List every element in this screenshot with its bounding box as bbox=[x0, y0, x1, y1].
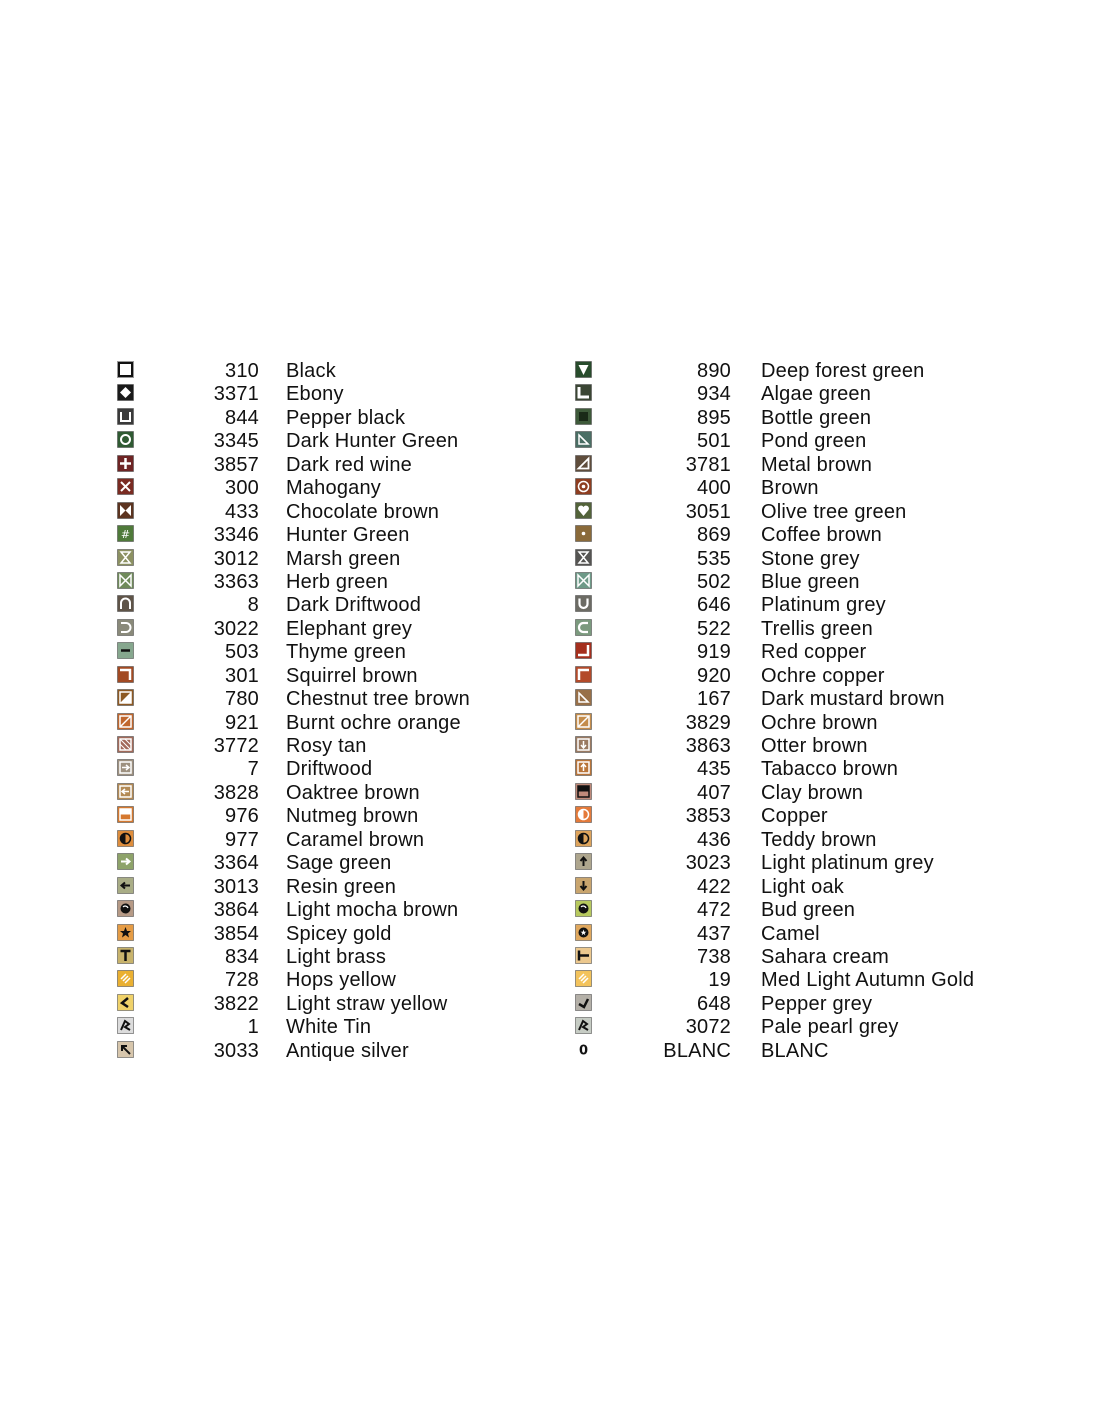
color-name: Pond green bbox=[761, 430, 867, 453]
legend-row bbox=[575, 992, 1015, 1015]
legend-row bbox=[117, 359, 557, 382]
color-code: 3363 bbox=[213, 570, 259, 593]
legend-row bbox=[117, 757, 557, 780]
arrow-up-left-icon bbox=[117, 1041, 134, 1058]
minus-icon bbox=[117, 642, 134, 659]
legend-row bbox=[117, 406, 557, 429]
arrow-down-icon bbox=[575, 877, 592, 894]
arrow-down-box-icon bbox=[575, 736, 592, 753]
color-code: 3012 bbox=[213, 547, 259, 570]
color-code: 7 bbox=[247, 758, 259, 781]
legend-row bbox=[575, 382, 1015, 405]
color-name: Metal brown bbox=[761, 453, 873, 476]
color-code: 535 bbox=[697, 547, 731, 570]
color-name: Sahara cream bbox=[761, 945, 890, 968]
color-name: Hops yellow bbox=[286, 969, 397, 992]
legend-row bbox=[117, 547, 557, 570]
color-code: 436 bbox=[697, 828, 731, 851]
legend-row bbox=[117, 664, 557, 687]
color-name: Dark Hunter Green bbox=[286, 430, 459, 453]
legend-row bbox=[117, 382, 557, 405]
legend-row bbox=[117, 945, 557, 968]
legend-row bbox=[117, 711, 557, 734]
legend-row bbox=[575, 757, 1015, 780]
color-code: 437 bbox=[697, 922, 731, 945]
color-code: 3863 bbox=[685, 735, 731, 757]
legend-row bbox=[575, 640, 1015, 663]
legend-row bbox=[575, 476, 1015, 499]
color-code: 3857 bbox=[213, 453, 259, 476]
color-name: Olive tree green bbox=[761, 500, 907, 523]
color-code: 3781 bbox=[685, 453, 731, 476]
color-name: Light brass bbox=[286, 945, 387, 968]
color-code: 3371 bbox=[213, 383, 259, 406]
color-code: 19 bbox=[708, 969, 731, 992]
color-name: Chocolate brown bbox=[286, 500, 440, 523]
legend-row bbox=[575, 711, 1015, 734]
color-name: Thyme green bbox=[286, 641, 407, 664]
circle-outline-icon bbox=[117, 431, 134, 448]
color-code: 921 bbox=[225, 711, 259, 734]
color-code: 502 bbox=[697, 570, 731, 593]
color-name: Deep forest green bbox=[761, 360, 925, 382]
color-code: 3829 bbox=[685, 711, 731, 734]
color-code: 919 bbox=[697, 641, 731, 664]
legend-row bbox=[575, 828, 1015, 851]
svg-text:#: # bbox=[120, 528, 131, 542]
color-code: 895 bbox=[697, 406, 731, 429]
color-code: 3345 bbox=[213, 430, 259, 453]
color-name: Blue green bbox=[761, 570, 860, 593]
corner-top-left-icon bbox=[575, 666, 592, 683]
color-name: Red copper bbox=[761, 641, 867, 664]
chevron-down-right-icon bbox=[575, 994, 592, 1011]
dot-icon bbox=[575, 525, 592, 542]
color-code: 934 bbox=[697, 383, 731, 406]
half-circle-icon bbox=[575, 830, 592, 847]
half-circle-icon bbox=[117, 830, 134, 847]
color-code: 300 bbox=[225, 477, 259, 500]
color-code: 422 bbox=[697, 875, 731, 898]
color-name: Mahogany bbox=[286, 477, 381, 500]
legend-row bbox=[117, 922, 557, 945]
color-name: White Tin bbox=[286, 1016, 372, 1039]
color-name: Clay brown bbox=[761, 781, 864, 804]
legend-row bbox=[575, 500, 1015, 523]
arch-icon bbox=[117, 595, 134, 612]
square-outline-icon bbox=[117, 361, 134, 378]
color-code: 3854 bbox=[213, 922, 259, 945]
color-code: 648 bbox=[697, 992, 731, 1015]
color-code: 3853 bbox=[685, 805, 731, 828]
u-shape-icon bbox=[575, 595, 592, 612]
color-code: 3051 bbox=[685, 500, 731, 523]
c-shape-icon bbox=[575, 619, 592, 636]
color-name: Dark red wine bbox=[286, 453, 412, 476]
bowtie-outline-icon bbox=[117, 572, 134, 589]
legend-row bbox=[575, 1039, 1015, 1062]
color-name: BLANC bbox=[761, 1039, 829, 1062]
legend-row bbox=[575, 406, 1015, 429]
legend-row bbox=[575, 359, 1015, 382]
legend-row bbox=[575, 898, 1015, 921]
color-code: 844 bbox=[225, 406, 259, 429]
color-name: Teddy brown bbox=[761, 828, 877, 851]
color-name: Ebony bbox=[286, 383, 344, 406]
color-name: Med Light Autumn Gold bbox=[761, 969, 975, 992]
legend-row bbox=[575, 734, 1015, 757]
half-square-icon bbox=[575, 783, 592, 800]
color-name: Dark Driftwood bbox=[286, 594, 422, 617]
color-code: 310 bbox=[225, 360, 259, 382]
color-code: 920 bbox=[697, 664, 731, 687]
slashes-icon bbox=[117, 970, 134, 987]
color-name: Caramel brown bbox=[286, 828, 425, 851]
bowtie-outline-icon bbox=[575, 572, 592, 589]
arrow-up-box-icon bbox=[575, 759, 592, 776]
legend-row bbox=[117, 500, 557, 523]
color-code: 869 bbox=[697, 524, 731, 547]
color-code: 3023 bbox=[685, 852, 731, 875]
color-code: 3022 bbox=[213, 617, 259, 640]
color-code: 407 bbox=[697, 781, 731, 804]
color-name: Pepper black bbox=[286, 406, 406, 429]
arrow-up-icon bbox=[575, 853, 592, 870]
letter-t-rotated-icon bbox=[575, 947, 592, 964]
half-square-icon bbox=[117, 806, 134, 823]
zero-icon bbox=[575, 1041, 592, 1058]
arrow-right-box-icon bbox=[117, 759, 134, 776]
legend-row bbox=[575, 781, 1015, 804]
color-code: 3828 bbox=[213, 781, 259, 804]
color-name: Burnt ochre orange bbox=[286, 711, 461, 734]
swirl-circle-icon bbox=[117, 900, 134, 917]
corner-triangle-icon bbox=[575, 431, 592, 448]
legend-row bbox=[575, 593, 1015, 616]
color-code: 3033 bbox=[213, 1039, 259, 1062]
star-circle-icon bbox=[575, 924, 592, 941]
color-code: 3864 bbox=[213, 899, 259, 922]
legend-row bbox=[575, 453, 1015, 476]
color-name: Stone grey bbox=[761, 547, 860, 570]
color-name: Rosy tan bbox=[286, 735, 367, 757]
color-code: 780 bbox=[225, 688, 259, 711]
color-code: 167 bbox=[697, 688, 731, 711]
color-name: Tabacco brown bbox=[761, 758, 899, 781]
color-name: Ochre brown bbox=[761, 711, 878, 734]
legend-row bbox=[117, 640, 557, 663]
color-name: Black bbox=[286, 360, 336, 382]
legend-row bbox=[117, 851, 557, 874]
squiggle-icon bbox=[117, 1017, 134, 1034]
color-name: Light platinum grey bbox=[761, 852, 934, 875]
color-name: Trellis green bbox=[761, 617, 873, 640]
color-name: Algae green bbox=[761, 383, 872, 406]
svg-text:0: 0 bbox=[578, 1043, 589, 1058]
color-name: Copper bbox=[761, 805, 828, 828]
bowtie-icon bbox=[117, 502, 134, 519]
color-code: 472 bbox=[697, 899, 731, 922]
triangle-square-icon bbox=[117, 689, 134, 706]
color-code: 646 bbox=[697, 594, 731, 617]
legend-row bbox=[575, 429, 1015, 452]
color-code: 435 bbox=[697, 758, 731, 781]
color-code: 3072 bbox=[685, 1016, 731, 1039]
arrow-left-box-icon bbox=[117, 783, 134, 800]
legend-row bbox=[575, 945, 1015, 968]
color-code: 3822 bbox=[213, 992, 259, 1015]
color-code: 3364 bbox=[213, 852, 259, 875]
hash-icon bbox=[117, 525, 134, 542]
color-name: Camel bbox=[761, 922, 820, 945]
color-code: BLANC bbox=[663, 1039, 731, 1062]
hourglass-icon bbox=[117, 549, 134, 566]
color-code: 834 bbox=[225, 945, 259, 968]
color-code: 3346 bbox=[213, 524, 259, 547]
star-icon bbox=[117, 924, 134, 941]
chevron-left-icon bbox=[117, 994, 134, 1011]
legend-row bbox=[117, 734, 557, 757]
color-name: Nutmeg brown bbox=[286, 805, 419, 828]
color-code: 522 bbox=[697, 617, 731, 640]
legend-row bbox=[117, 476, 557, 499]
color-code: 738 bbox=[697, 945, 731, 968]
color-name: Oaktree brown bbox=[286, 781, 420, 804]
color-code: 433 bbox=[225, 500, 259, 523]
swirl-circle-icon bbox=[575, 900, 592, 917]
legend-row bbox=[575, 687, 1015, 710]
color-name: Bottle green bbox=[761, 406, 872, 429]
legend-row bbox=[575, 1015, 1015, 1038]
color-name: Platinum grey bbox=[761, 594, 886, 617]
reverse-c-icon bbox=[117, 619, 134, 636]
legend-row bbox=[117, 687, 557, 710]
corner-top-right-icon bbox=[117, 666, 134, 683]
color-name: Herb green bbox=[286, 570, 389, 593]
legend-row bbox=[117, 875, 557, 898]
color-code: 976 bbox=[225, 805, 259, 828]
l-shape-icon bbox=[575, 384, 592, 401]
squiggle-icon bbox=[575, 1017, 592, 1034]
corner-triangle-icon bbox=[575, 689, 592, 706]
color-name: Ochre copper bbox=[761, 664, 885, 687]
color-name: Spicey gold bbox=[286, 922, 392, 945]
legend-row bbox=[575, 570, 1015, 593]
color-code: 890 bbox=[697, 360, 731, 382]
color-name: Light mocha brown bbox=[286, 899, 459, 922]
color-name: Elephant grey bbox=[286, 617, 413, 640]
slash-square-icon bbox=[575, 713, 592, 730]
color-name: Pepper grey bbox=[761, 992, 873, 1015]
legend-row bbox=[117, 828, 557, 851]
legend-column-left bbox=[117, 359, 557, 1062]
color-name: Pale pearl grey bbox=[761, 1016, 899, 1039]
color-name: Sage green bbox=[286, 852, 392, 875]
color-name: Light straw yellow bbox=[286, 992, 448, 1015]
color-code: 503 bbox=[225, 641, 259, 664]
legend-row bbox=[575, 617, 1015, 640]
legend-row bbox=[575, 851, 1015, 874]
color-code: 728 bbox=[225, 969, 259, 992]
legend-row bbox=[117, 593, 557, 616]
color-name: Resin green bbox=[286, 875, 397, 898]
corner-bottom-right-icon bbox=[575, 642, 592, 659]
legend-row bbox=[117, 1015, 557, 1038]
legend-row bbox=[575, 922, 1015, 945]
color-code: 977 bbox=[225, 828, 259, 851]
legend-row bbox=[117, 1039, 557, 1062]
legend-row bbox=[117, 429, 557, 452]
legend-row bbox=[575, 664, 1015, 687]
legend-row bbox=[117, 570, 557, 593]
color-name: Dark mustard brown bbox=[761, 688, 945, 711]
legend-row bbox=[117, 992, 557, 1015]
x-icon bbox=[117, 478, 134, 495]
color-name: Light oak bbox=[761, 875, 844, 898]
diamond-icon bbox=[117, 384, 134, 401]
heart-icon bbox=[575, 502, 592, 519]
legend-row bbox=[117, 781, 557, 804]
color-code: 3772 bbox=[213, 735, 259, 757]
legend-row bbox=[575, 875, 1015, 898]
legend-row bbox=[117, 617, 557, 640]
target-icon bbox=[575, 478, 592, 495]
color-name: Otter brown bbox=[761, 735, 868, 757]
filled-square-icon bbox=[575, 408, 592, 425]
color-name: Chestnut tree brown bbox=[286, 688, 470, 711]
legend-row bbox=[117, 968, 557, 991]
legend-row bbox=[575, 804, 1015, 827]
color-name: Brown bbox=[761, 477, 819, 500]
hatched-square-icon bbox=[117, 736, 134, 753]
hourglass-icon bbox=[575, 549, 592, 566]
legend-row bbox=[575, 547, 1015, 570]
slashes-icon bbox=[575, 970, 592, 987]
color-code: 501 bbox=[697, 430, 731, 453]
arrow-left-icon bbox=[117, 877, 134, 894]
letter-t-icon bbox=[117, 947, 134, 964]
color-name: Marsh green bbox=[286, 547, 401, 570]
color-code: 8 bbox=[247, 594, 259, 617]
triangle-down-icon bbox=[575, 361, 592, 378]
legend-row bbox=[117, 898, 557, 921]
color-name: Driftwood bbox=[286, 758, 373, 781]
legend-row bbox=[117, 523, 557, 546]
plus-icon bbox=[117, 455, 134, 472]
legend-row bbox=[117, 453, 557, 476]
triangle-square-outline-icon bbox=[117, 713, 134, 730]
color-code: 1 bbox=[247, 1016, 259, 1039]
half-circle-icon bbox=[575, 806, 592, 823]
color-name: Squirrel brown bbox=[286, 664, 418, 687]
legend-column-right bbox=[575, 359, 1015, 1062]
color-name: Coffee brown bbox=[761, 524, 882, 547]
legend-row bbox=[117, 804, 557, 827]
color-name: Antique silver bbox=[286, 1039, 409, 1062]
triangle-up-right-icon bbox=[575, 455, 592, 472]
color-name: Hunter Green bbox=[286, 524, 410, 547]
u-square-icon bbox=[117, 408, 134, 425]
color-code: 301 bbox=[225, 664, 259, 687]
legend-row bbox=[575, 523, 1015, 546]
arrow-right-icon bbox=[117, 853, 134, 870]
color-name: Bud green bbox=[761, 899, 856, 922]
color-code: 400 bbox=[697, 477, 731, 500]
color-code: 3013 bbox=[213, 875, 259, 898]
legend-row bbox=[575, 968, 1015, 991]
